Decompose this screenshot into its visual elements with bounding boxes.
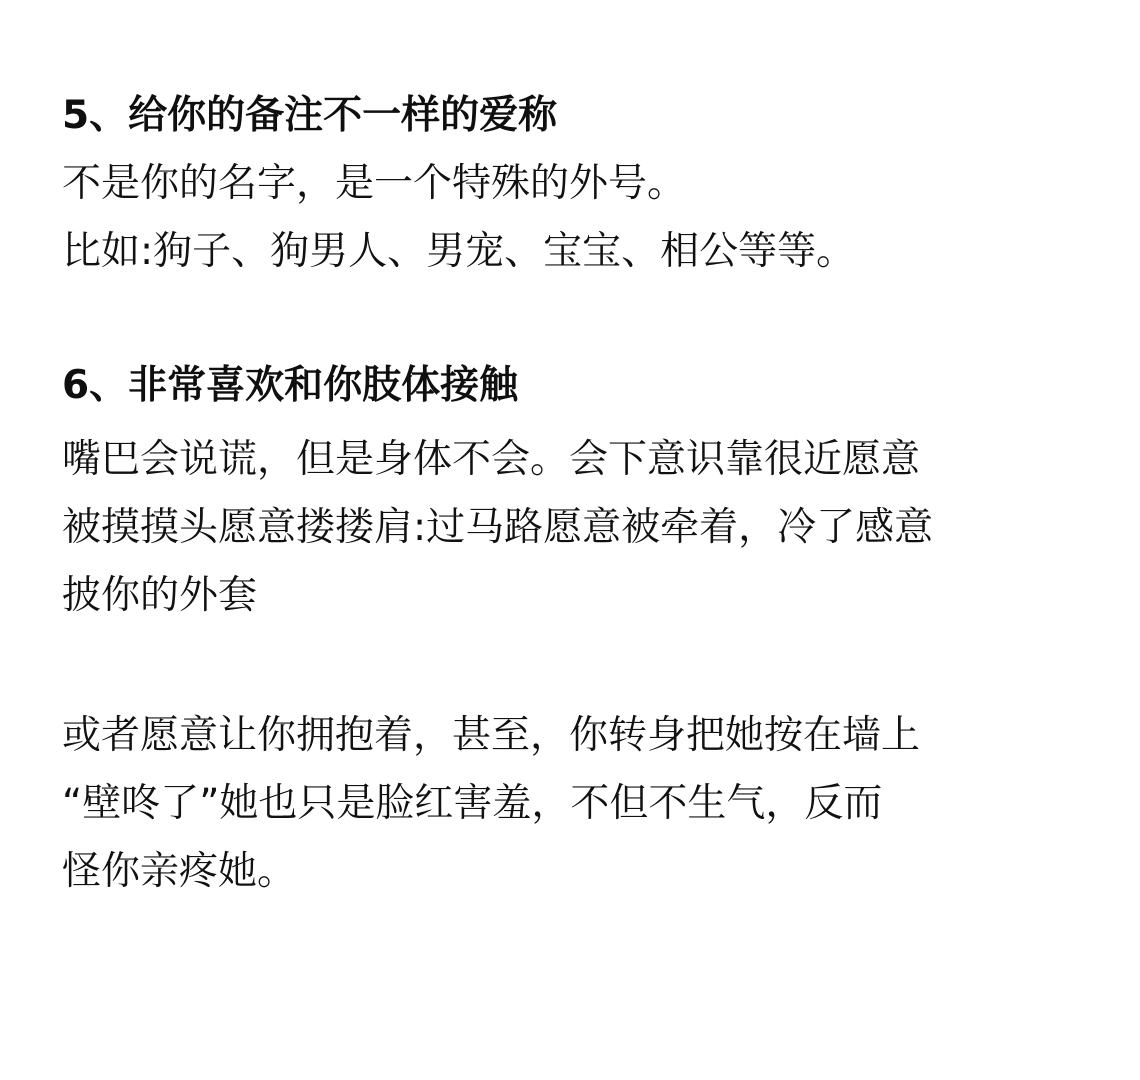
section-line: 嘴巴会说谎，但是身体不会。会下意识靠很近愿意	[62, 437, 921, 482]
section-line: 不是你的名字，是一个特殊的外号。	[62, 161, 687, 206]
section-line: 披你的外套	[62, 573, 258, 618]
section-line: 比如:狗子、狗男人、男宠、宝宝、相公等等。	[62, 229, 856, 274]
paragraph-line: “壁咚了”她也只是脸红害羞，不但不生气，反而	[62, 781, 883, 826]
section-heading: 6、非常喜欢和你肢体接触	[62, 363, 519, 408]
section-line: 被摸摸头愿意搂搂肩:过马路愿意被牵着，冷了感意	[62, 505, 934, 550]
paragraph-line: 怪你亲疼她。	[62, 849, 297, 894]
section-heading: 5、给你的备注不一样的爱称	[62, 93, 558, 138]
paragraph-line: 或者愿意让你拥抱着，甚至，你转身把她按在墙上	[62, 713, 921, 758]
